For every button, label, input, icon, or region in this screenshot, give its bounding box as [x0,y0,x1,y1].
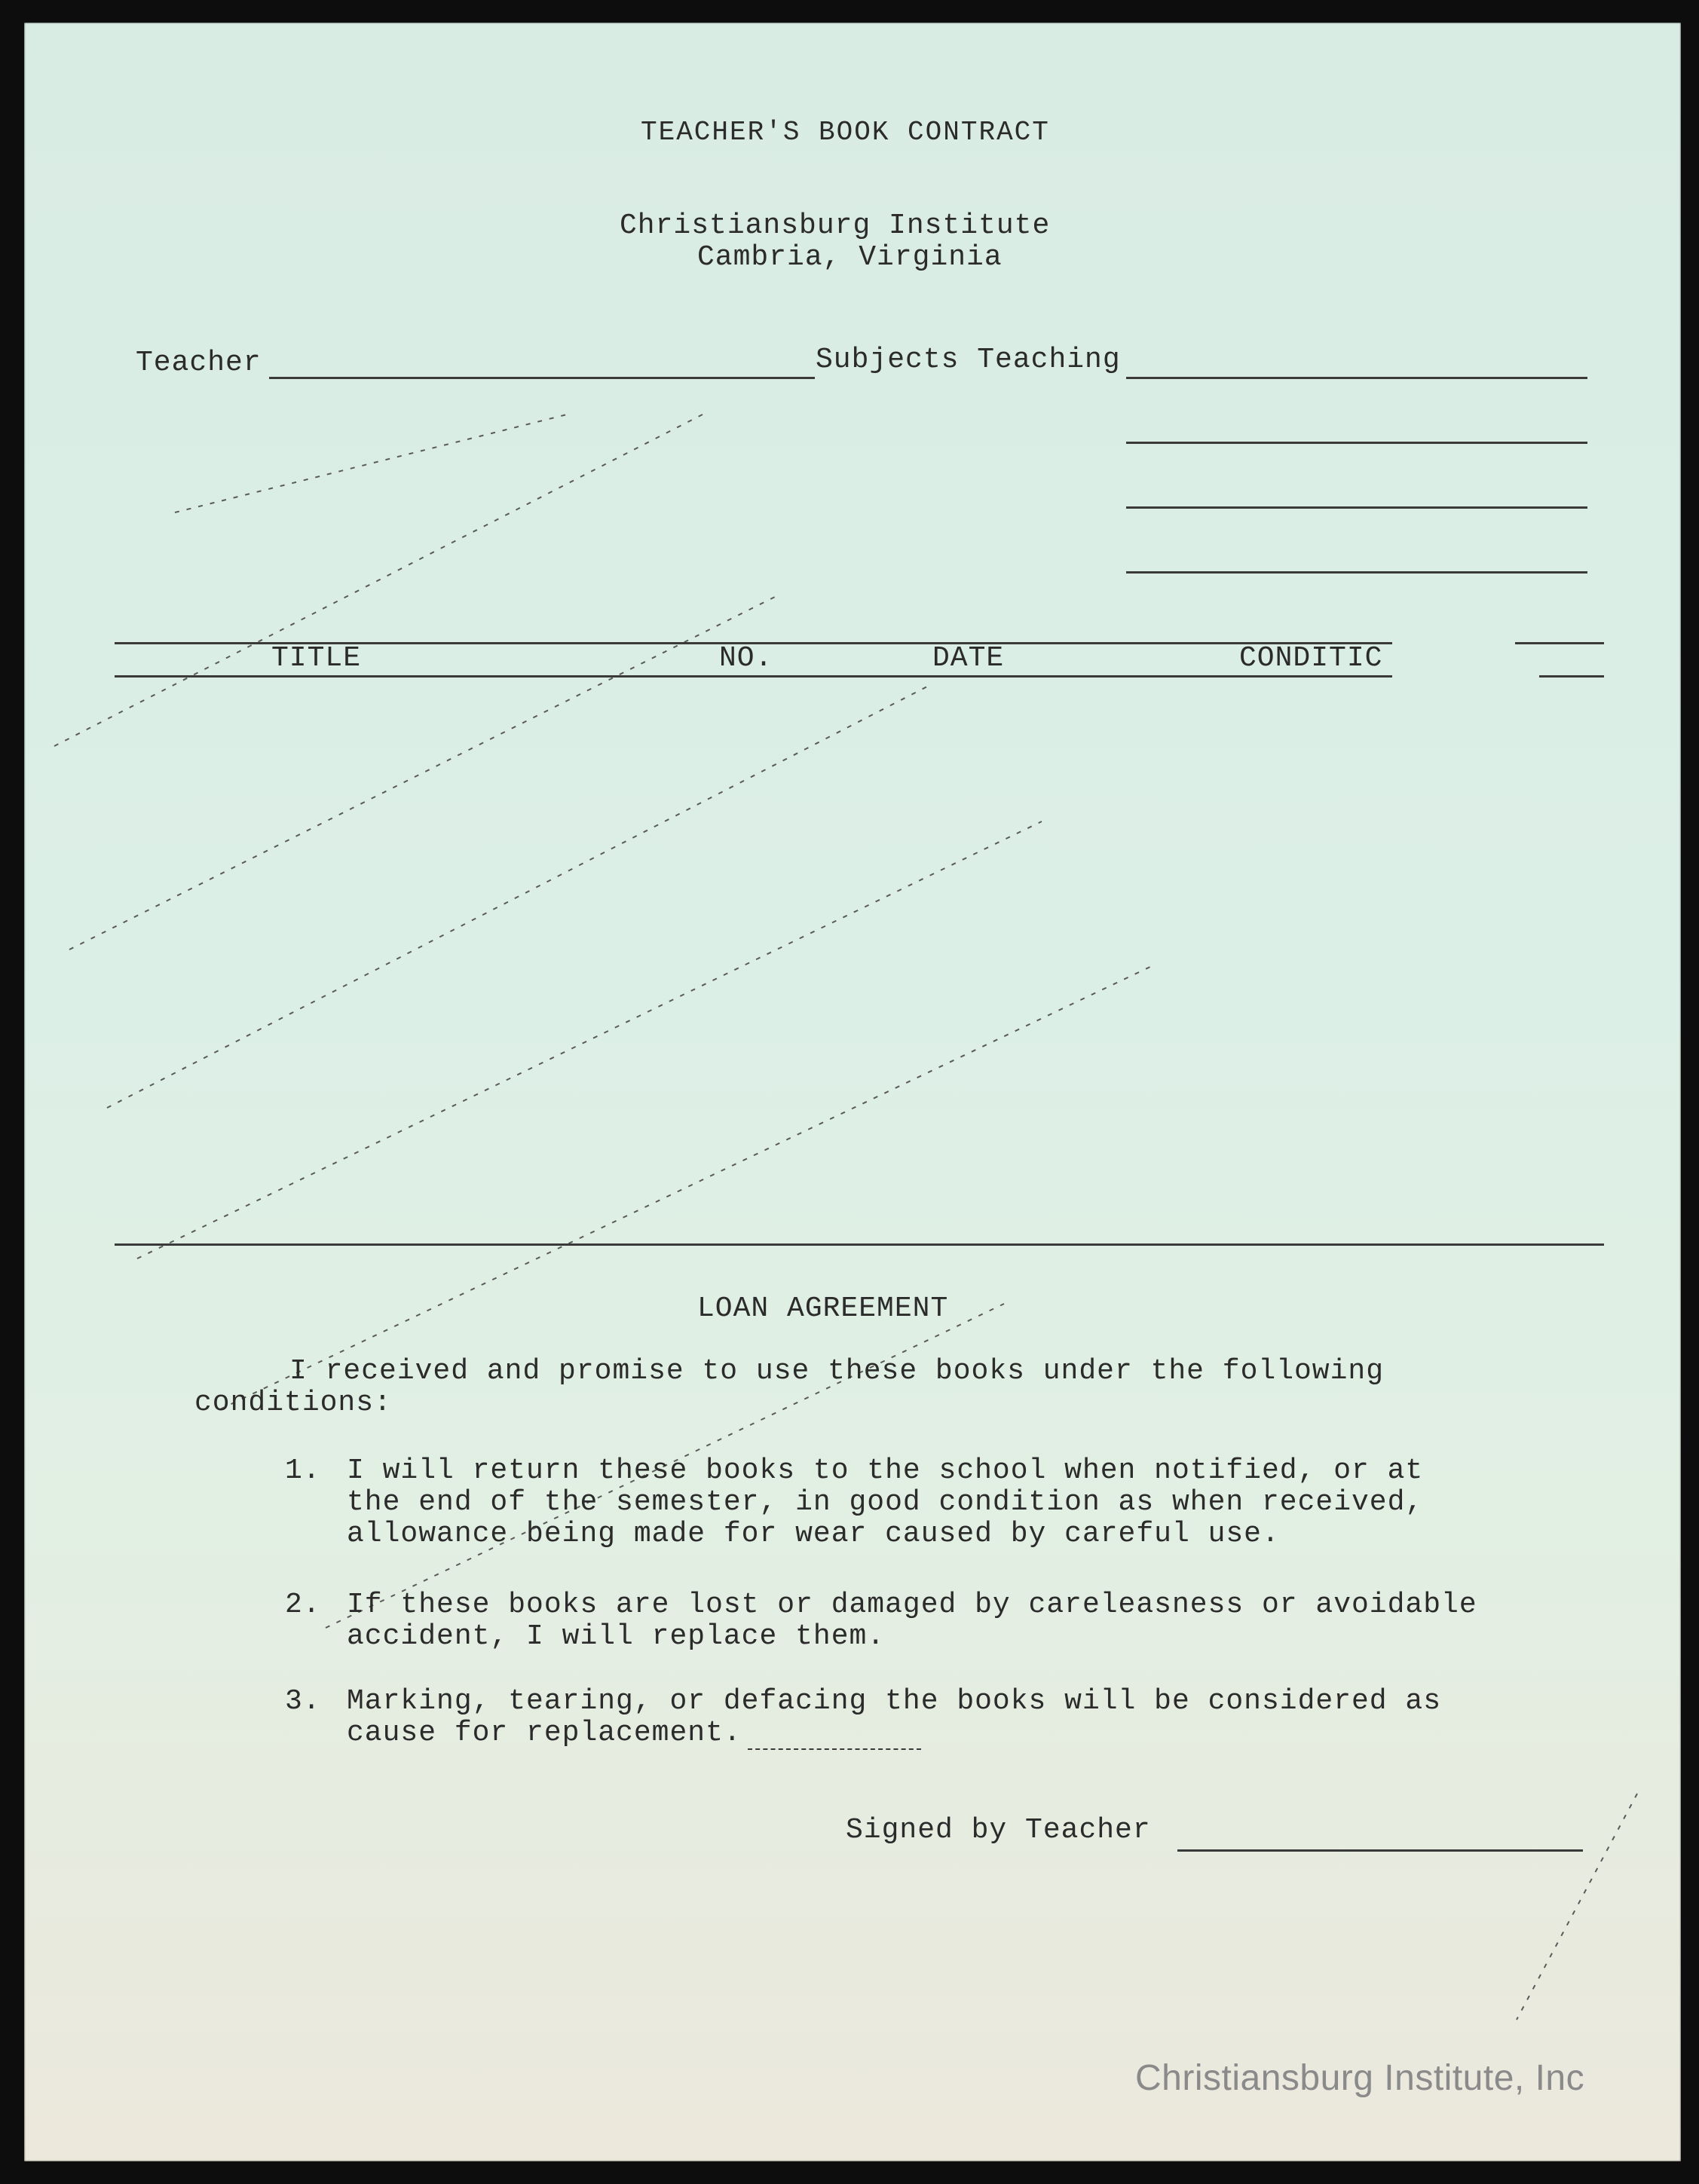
condition-1-line-3: allowance being made for wear caused by careful use. [347,1518,1280,1550]
agreement-intro-line-2: conditions: [194,1387,392,1419]
condition-1-line-1: I will return these books to the school when notified, or at [347,1454,1424,1487]
subjects-blank-line-4 [1126,571,1587,574]
subjects-blank-line-1 [1126,377,1587,379]
condition-3-number: 3. [285,1685,321,1718]
table-bottom-rule [115,1243,1604,1246]
condition-3-line-1: Marking, tearing, or defacing the books will be considered as [347,1685,1442,1718]
agreement-intro-line-1: I received and promise to use these books under the following [289,1355,1385,1387]
table-header-rule [115,675,1392,678]
subjects-blank-line-3 [1126,506,1587,509]
condition-2-line-2: accident, I will replace them. [347,1620,886,1653]
condition-1-line-2: the end of the semester, in good condition as when received, [347,1486,1424,1519]
signature-blank-line [1177,1849,1583,1852]
condition-3-line-2: cause for replacement. [347,1717,742,1749]
condition-2-line-1: If these books are lost or damaged by careleasness or avoidable [347,1589,1477,1621]
watermark-text: Christiansburg Institute, Inc [1135,2058,1585,2098]
document-title: TEACHER'S BOOK CONTRACT [641,117,1050,148]
signature-label: Signed by Teacher [846,1814,1151,1846]
subjects-label: Subjects Teaching [816,344,1121,376]
subjects-blank-line-2 [1126,442,1587,444]
column-condition: CONDITIC [1239,642,1383,674]
column-date: DATE [932,642,1005,674]
agreement-heading: LOAN AGREEMENT [697,1292,949,1325]
table-header-rule-end [1539,675,1604,678]
teacher-blank-line [269,377,815,379]
institution-location: Cambria, Virginia [697,241,1003,274]
condition-2-number: 2. [285,1589,321,1621]
condition-1-number: 1. [285,1454,321,1487]
replacement-underline [748,1748,921,1750]
institution-name: Christiansburg Institute [620,210,1051,242]
column-no: NO. [719,642,773,674]
teacher-label: Teacher [136,347,262,379]
document-page [24,23,1681,2161]
column-title: TITLE [271,642,362,674]
table-top-rule-end [1515,642,1604,644]
